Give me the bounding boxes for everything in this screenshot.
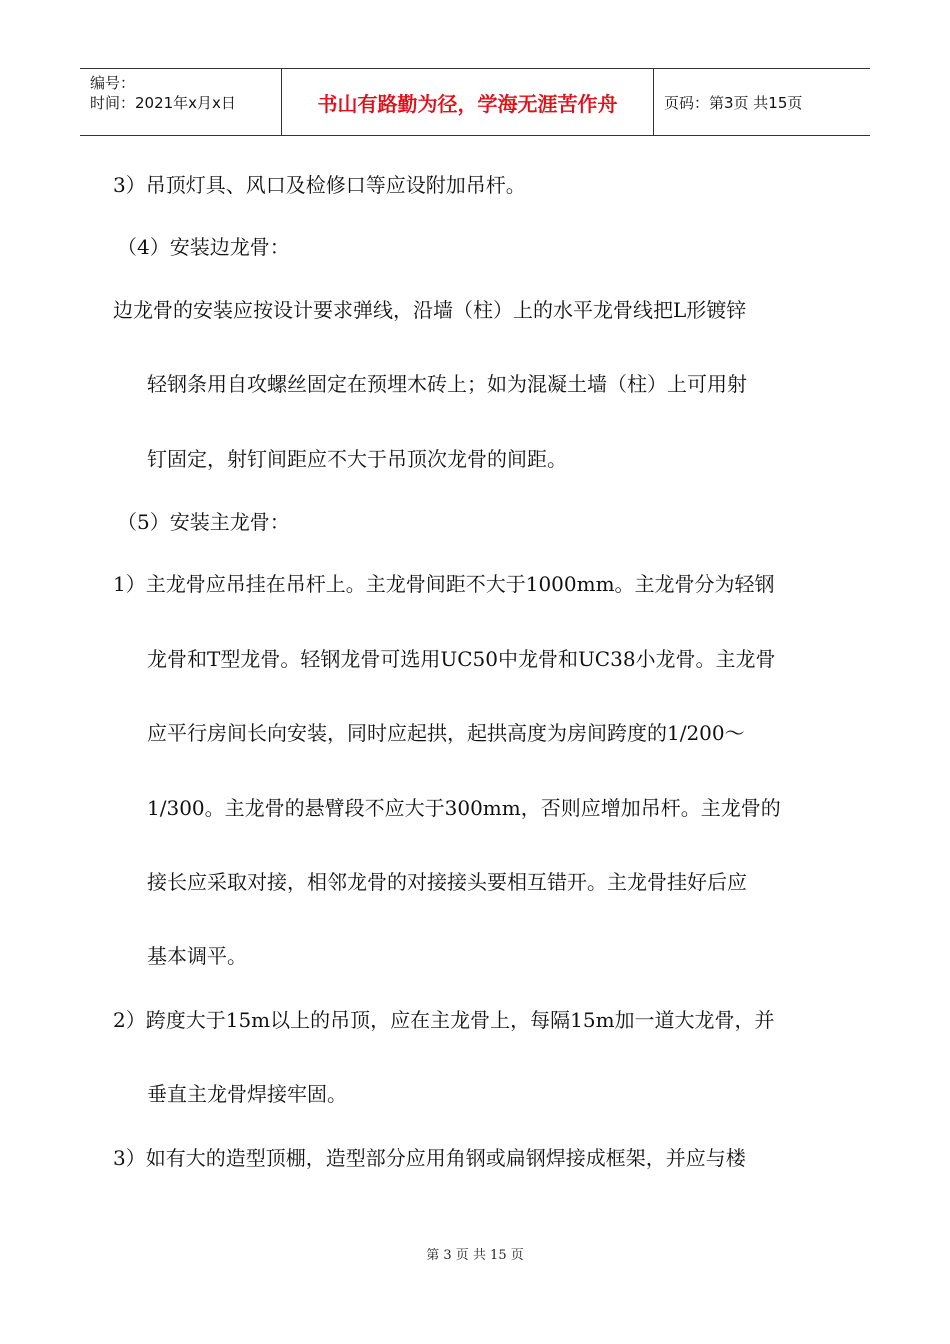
- body-line: 1/300。主龙骨的悬臂段不应大于300mm，否则应增加吊杆。主龙骨的: [147, 796, 781, 820]
- section-heading: （5）安装主龙骨：: [117, 510, 290, 534]
- section-heading: （4）安装边龙骨：: [117, 235, 290, 259]
- body-line: 龙骨和T型龙骨。轻钢龙骨可选用UC50中龙骨和UC38小龙骨。主龙骨: [147, 647, 776, 671]
- header-slogan: 书山有路勤为径，学海无涯苦作舟: [282, 69, 654, 135]
- body-line: 3）吊顶灯具、风口及检修口等应设附加吊杆。: [113, 173, 526, 197]
- number-label: 编号：: [90, 74, 136, 92]
- time-label: 时间：2021年x月x日: [90, 94, 236, 112]
- body-line: 垂直主龙骨焊接牢固。: [147, 1082, 347, 1106]
- page-footer: 第 3 页 共 15 页: [426, 1248, 524, 1263]
- body-line: 钉固定，射钉间距应不大于吊顶次龙骨的间距。: [147, 447, 567, 471]
- body-line: 应平行房间长向安装，同时应起拱，起拱高度为房间跨度的1/200～: [147, 721, 745, 745]
- body-line: 接长应采取对接，相邻龙骨的对接接头要相互错开。主龙骨挂好后应: [147, 870, 747, 894]
- body-line: 边龙骨的安装应按设计要求弹线，沿墙（柱）上的水平龙骨线把L形镀锌: [113, 298, 747, 322]
- body-line: 基本调平。: [147, 944, 247, 968]
- header-meta: [80, 69, 282, 135]
- body-line: 轻钢条用自攻螺丝固定在预埋木砖上；如为混凝土墙（柱）上可用射: [147, 372, 747, 396]
- body-line: 2）跨度大于15m以上的吊顶，应在主龙骨上，每隔15m加一道大龙骨，并: [113, 1008, 775, 1032]
- header-page-info: 页码：第3页 共15页: [664, 93, 803, 112]
- body-line: 3）如有大的造型顶棚，造型部分应用角钢或扁钢焊接成框架，并应与楼: [113, 1146, 746, 1170]
- body-line: 1）主龙骨应吊挂在吊杆上。主龙骨间距不大于1000mm。主龙骨分为轻钢: [113, 572, 775, 596]
- document-header: [80, 68, 870, 136]
